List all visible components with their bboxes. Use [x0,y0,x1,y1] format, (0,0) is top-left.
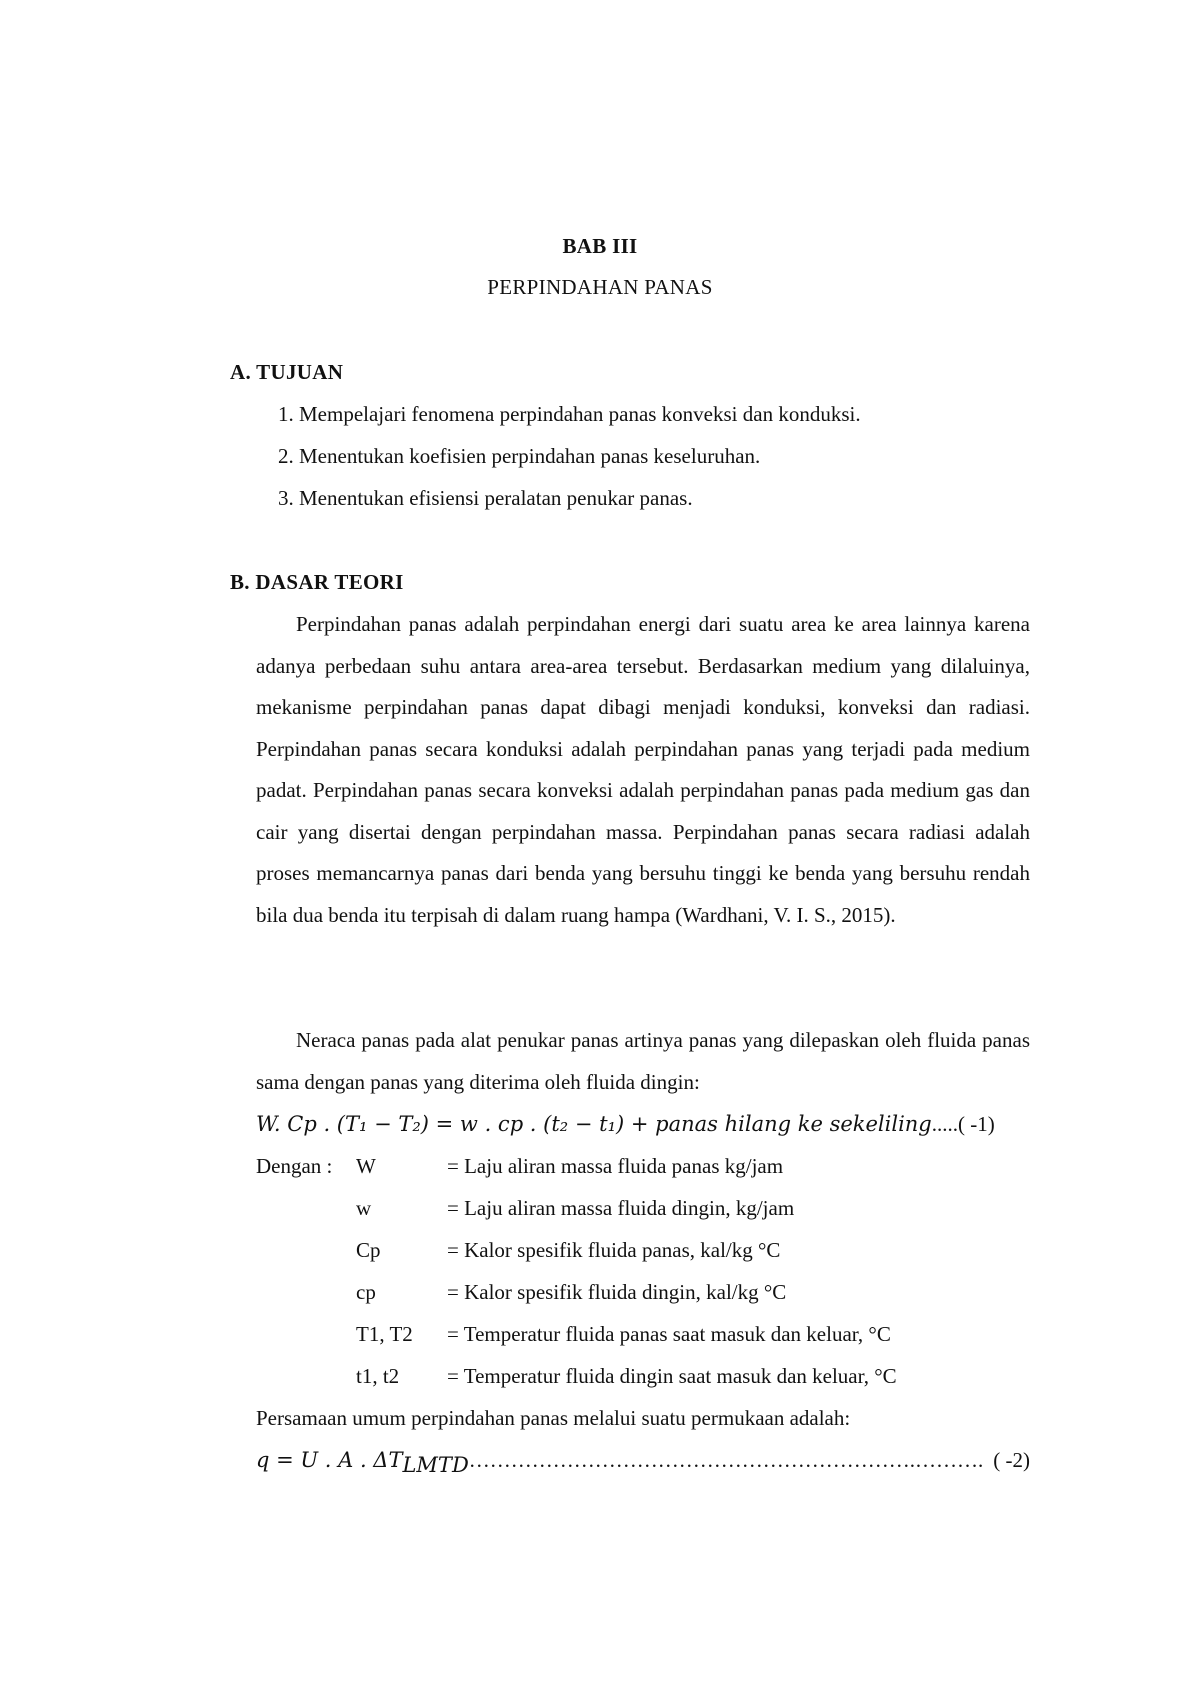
objective-item-1: 1. Mempelajari fenomena perpindahan panas konveksi dan konduksi. [278,402,861,426]
equation-2-formula: q = U . A . ΔT [256,1448,403,1472]
paragraph-theory [256,604,1030,936]
paragraph-theory-text: Perpindahan panas adalah perpindahan energi dari suatu area ke area lainnya karena adanya perbedaan suhu antara area-area tersebut. Berdasarkan medium yang dilaluinya, mekanisme perpindahan panas dapat dibagi menjadi konduksi, konveksi dan radiasi. Perpindahan panas secara konduksi adalah perpindahan panas yang terjadi pada medium padat. Perpindahan panas secara konveksi adalah perpindahan panas pada medium gas dan cair yang disertai dengan perpindahan massa. Perpindahan panas secara radiasi adalah proses memancarnya panas dari benda yang bersuhu tinggi ke benda yang bersuhu rendah bila dua benda itu terpisah di dalam ruang hampa (Wardhani, V. I. S., 2015). [256,612,1030,927]
definition-meaning: = Temperatur fluida dingin saat masuk dan keluar, °C [447,1364,897,1388]
section-b-heading: B. DASAR TEORI [230,570,404,594]
equation-2-dots: ……………………………………………………….………. [468,1448,984,1472]
equation-1-formula: W. Cp . (T₁ − T₂) = w . cp . (t₂ − t₁) + panas hilang ke sekeliling [256,1112,932,1136]
equation-2 [256,1448,1030,1477]
objective-item-2: 2. Menentukan koefisien perpindahan panas keseluruhan. [278,444,761,468]
definition-meaning: = Laju aliran massa fluida panas kg/jam [447,1154,784,1178]
definition-symbol: W [356,1154,376,1178]
chapter-title: PERPINDAHAN PANAS [487,275,713,299]
paragraph-heat-balance-text: Neraca panas pada alat penukar panas artinya panas yang dilepaskan oleh fluida panas sama dengan panas yang diterima oleh fluida dingin: [256,1028,1030,1094]
equation-2-number: ( -2) [993,1448,1030,1472]
paragraph-heat-balance [256,1020,1030,1103]
definition-meaning: = Kalor spesifik fluida dingin, kal/kg °C [447,1280,787,1304]
definition-symbol: Cp [356,1238,381,1262]
definitions-intro: Dengan : [256,1154,333,1178]
equation-1 [256,1112,1030,1137]
equation-1-dots: ..... [931,1112,959,1136]
equation-2-subscript: LMTD [402,1453,469,1478]
equation-1-number: ( -1) [958,1112,995,1136]
definition-meaning: = Temperatur fluida panas saat masuk dan keluar, °C [447,1322,891,1346]
definition-symbol: t1, t2 [356,1364,400,1388]
definition-symbol: T1, T2 [356,1322,413,1346]
definition-symbol: w [356,1196,372,1220]
definition-meaning: = Laju aliran massa fluida dingin, kg/jam [447,1196,795,1220]
section-a-heading: A. TUJUAN [230,360,344,384]
paragraph-general-equation: Persamaan umum perpindahan panas melalui suatu permukaan adalah: [256,1406,851,1430]
objective-item-3: 3. Menentukan efisiensi peralatan penukar panas. [278,486,693,510]
chapter-number: BAB III [562,234,638,258]
definition-meaning: = Kalor spesifik fluida panas, kal/kg °C [447,1238,781,1262]
definition-symbol: cp [356,1280,376,1304]
